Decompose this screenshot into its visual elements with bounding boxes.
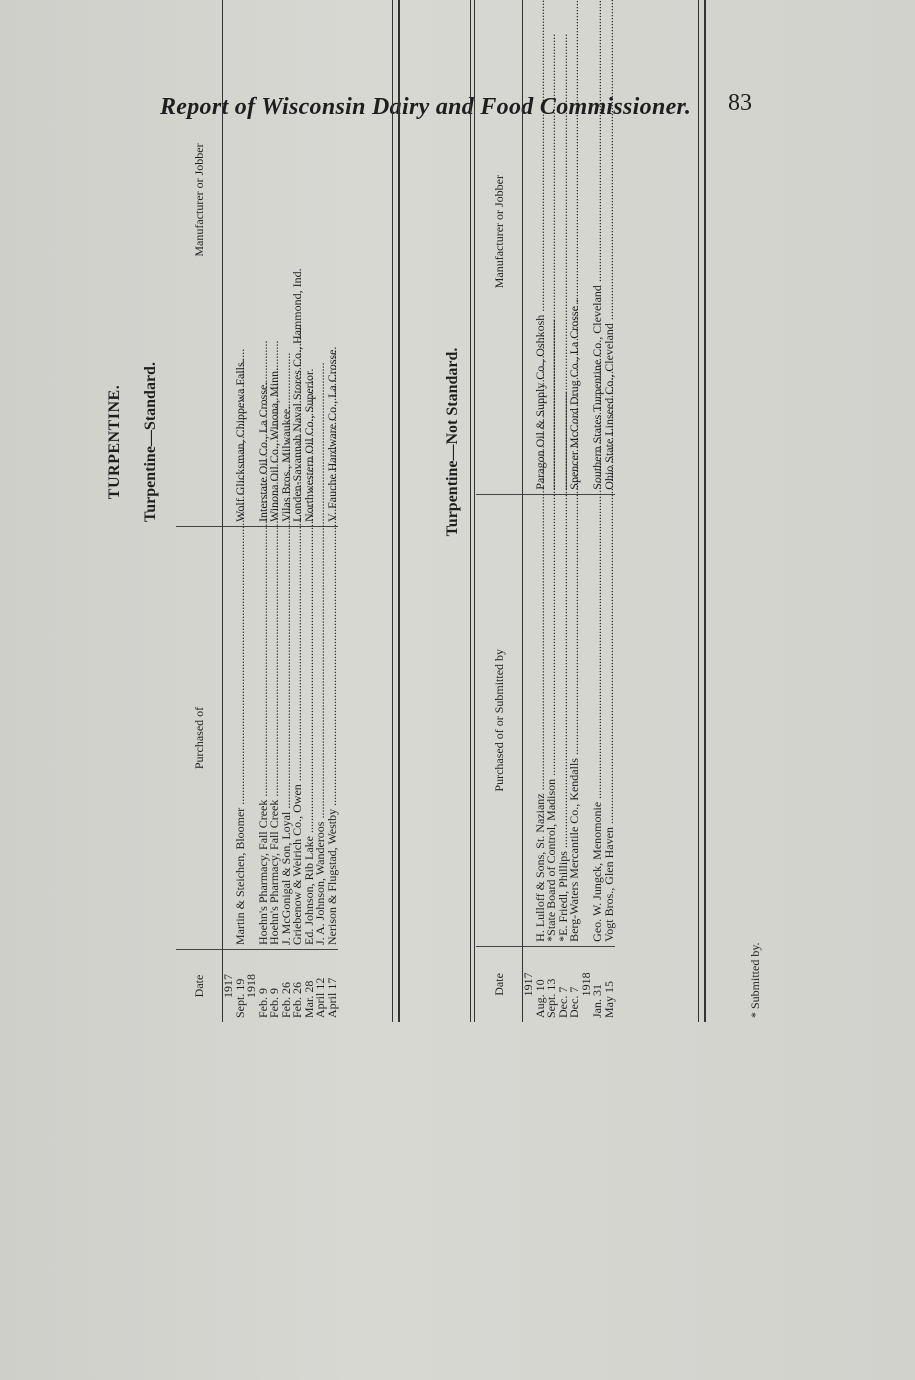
cell-manufacturer: V. Fauche Hardware Co., La Crosse. [327,0,339,527]
cell-date: 1917 [221,974,235,998]
cell-date: Feb. 9 [267,988,281,1018]
cell-date: Jan. 31 [590,984,604,1018]
cell-purchased: Hoehn's Pharmacy, Fall Creek ..... [258,527,270,950]
divider [704,0,706,1022]
standard-section-title: Turpentine—Standard. [142,362,159,522]
cell-date: Mar. 28 [301,980,316,1018]
cell-date: Dec. 7 [567,986,581,1018]
cell-purchased: Ed. Johnson, Rib Lake ..... [304,527,316,950]
cell-manufacturer: Ohio State Linseed Co., Cleveland ..... [604,0,616,494]
cell-manufacturer: Londen-Savannah Naval Stores Co., Hammond, Ind. [292,0,304,527]
col-date-header: Date [476,946,523,1022]
cell-date: 1918 [244,974,258,998]
cell-purchased: Nerison & Flugstad, Westby ..... [327,527,339,950]
cell-manufacturer: Spencer McCord Drug Co., La Crosse ..... [569,0,581,494]
table-row [569,0,581,1022]
col-date-header: Date [176,950,223,1023]
cell-purchased: J. McGonigal & Son, Loyal ..... [281,527,293,950]
cell-date: April 12 [313,977,327,1018]
cell-date: Feb. 26 [290,982,304,1018]
cell-manufacturer: Paragon Oil & Supply Co., Oshkosh ..... [535,0,547,494]
col-purchased-header: Purchased of [176,527,223,950]
main-title: TURPENTINE. [106,384,123,500]
cell-date: Sept. 13 [544,978,558,1018]
footnote: * Submitted by. [748,942,762,1018]
divider [698,0,699,1022]
col-manufacturer-header: Manufacturer or Jobber [176,0,223,527]
cell-purchased: H. Lulloff & Sons, St. Nazianz ..... [535,494,547,946]
cell-purchased: Berg-Waters Mercantile Co., Kendalls ..... [569,494,581,946]
cell-date: May 15 [601,981,616,1018]
rotated-table-area [102,0,762,1032]
not-standard-table [476,0,615,1022]
cell-date: Dec. 7 [555,986,570,1018]
col-manufacturer-header: Manufacturer or Jobber [476,0,523,494]
divider [474,0,475,1022]
divider [392,0,393,1022]
cell-manufacturer: Wolf Glicksman, Chippewa Falls. [235,0,247,527]
cell-date: Feb. 26 [278,982,293,1018]
table-row [604,0,616,1022]
standard-table [176,0,338,1022]
cell-purchased: Martin & Steichen, Bloomer ..... [235,527,247,950]
cell-date: Aug. 10 [532,979,547,1018]
cell-purchased: Griebenow & Weirich Co., Owen ..... [292,527,304,950]
cell-purchased: J. A. Johnson, Wanderoos ..... [315,527,327,950]
not-standard-section-title: Turpentine—Not Standard. [444,347,461,537]
table-row [327,0,339,1022]
cell-purchased: Geo. W. Jungck, Menomonie ..... [592,494,604,946]
cell-manufacturer: Northwestern Oil Co., Superior. [304,0,316,527]
cell-date: 1918 [578,972,593,997]
cell-manufacturer: Interstate Oil Co., La Crosse. [258,0,270,527]
divider [398,0,400,1022]
cell-purchased: Hoehn's Pharmacy, Fall Creek ..... [269,527,281,950]
cell-date: Sept. 19 [232,978,247,1018]
cell-purchased: *E. Friedl, Phillips ..... [558,494,570,946]
running-title: Report of Wisconsin Dairy and Food Commissioner. [160,94,692,120]
cell-date: 1917 [521,972,535,997]
cell-date: April 17 [324,977,339,1018]
divider [470,0,471,1022]
page-number: 83 [728,90,752,116]
table-row [235,0,247,1022]
cell-purchased: *State Board of Control, Madison ..... [546,494,558,946]
cell-purchased: Vogt Bros., Glen Haven ..... [604,494,616,946]
cell-manufacturer: Vilas Bros., Milwaukee. [281,0,293,527]
col-purchased-header: Purchased of or Submitted by [476,494,523,946]
cell-date: Feb. 9 [255,988,270,1018]
standard-header-row [176,0,223,1022]
cell-manufacturer: Winona Oil Co., Winona, Minn. [269,0,281,527]
cell-manufacturer: Southern States Turpentine Co., Cleveland ..... [592,0,604,494]
not-standard-header-row [476,0,523,1022]
